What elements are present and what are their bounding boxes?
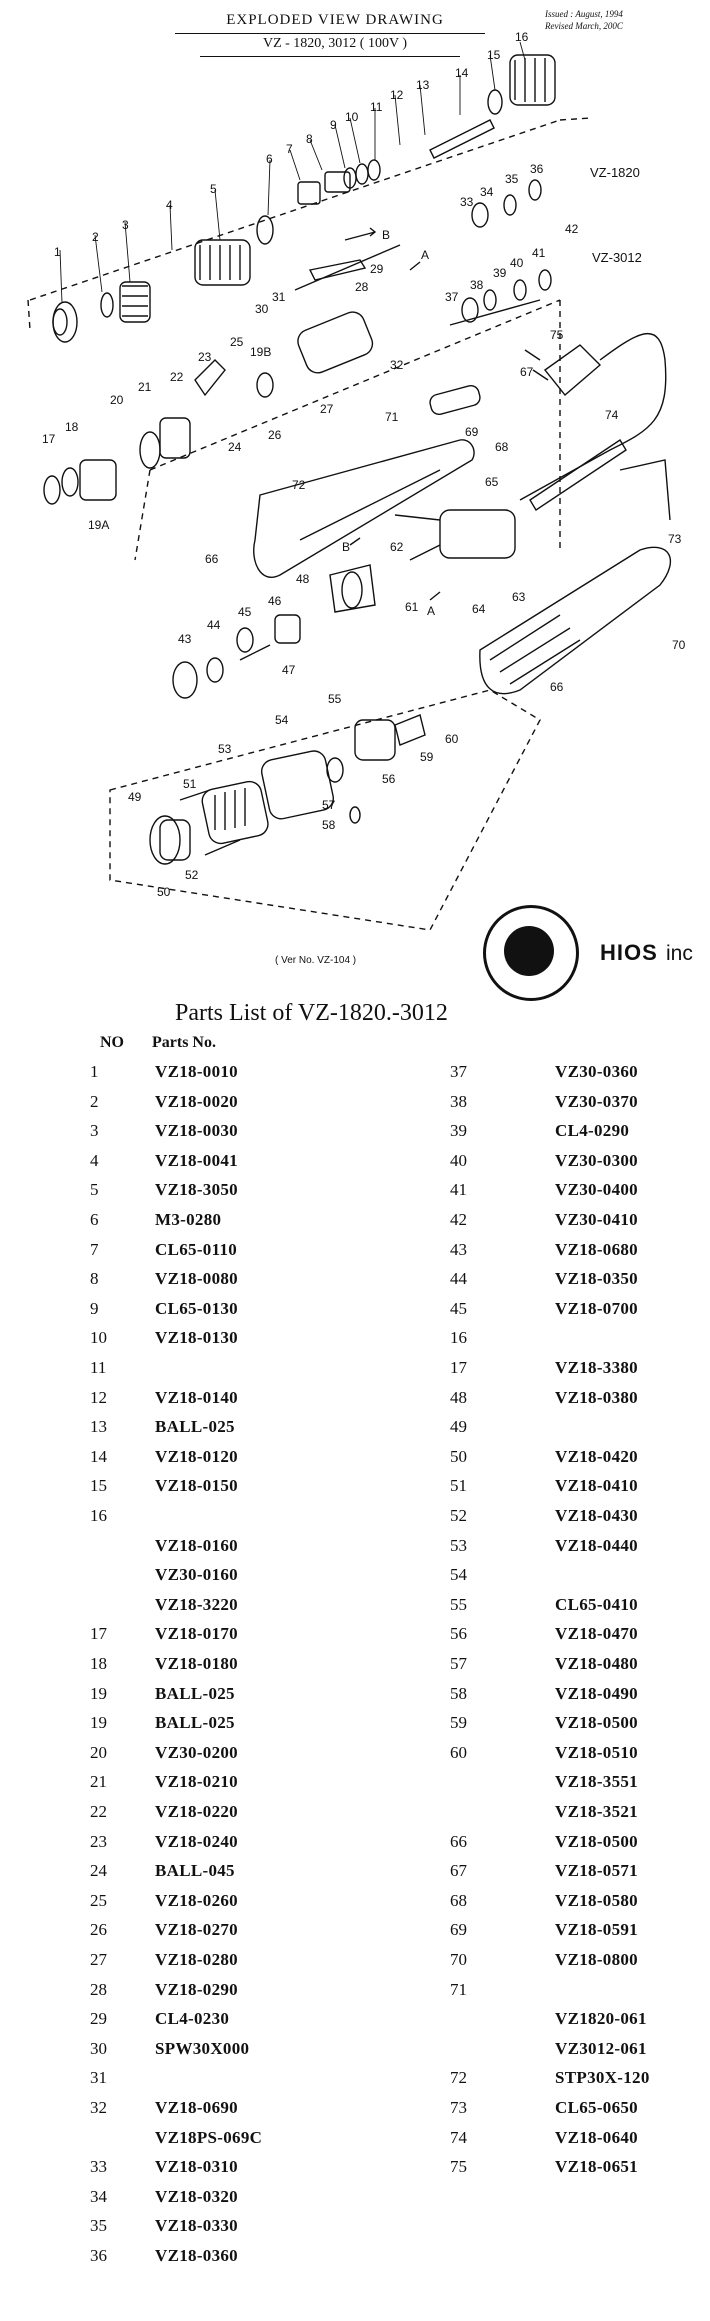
- part-number-index: 40: [450, 1150, 467, 1170]
- version-note: ( Ver No. VZ-104 ): [275, 955, 357, 966]
- callout-64: 64: [472, 602, 486, 616]
- part-code: VZ30-0410: [555, 1210, 638, 1229]
- callout-20: 20: [110, 393, 124, 407]
- part-code: VZ18-0320: [155, 2186, 238, 2206]
- part-number-index: 6: [90, 1210, 99, 1229]
- drawing-title: EXPLODED VIEW DRAWING: [226, 12, 444, 28]
- part-number-index: 23: [90, 1831, 107, 1851]
- callout-32: 32: [390, 358, 404, 372]
- part-number-index: 55: [450, 1594, 467, 1614]
- part-code: VZ18-3521: [555, 1802, 638, 1821]
- callout-54: 54: [275, 713, 289, 727]
- callout-3: 3: [122, 218, 129, 232]
- part-number-index: 57: [450, 1654, 467, 1673]
- part-number-index: 68: [450, 1890, 467, 1910]
- model-label-vz1820: VZ-1820: [590, 165, 640, 180]
- callout-28: 28: [355, 280, 369, 294]
- part-number-index: 50: [450, 1446, 467, 1466]
- issued-date: Issued : August, 1994: [545, 9, 623, 19]
- gear-case-parts: [44, 180, 551, 504]
- part-number-index: 49: [450, 1417, 467, 1437]
- part-number-index: 44: [450, 1269, 467, 1289]
- part-code: VZ1820-061: [555, 2009, 647, 2029]
- brand-suffix: inc: [666, 942, 693, 965]
- part-number-index: 21: [90, 1772, 107, 1792]
- revised-date: Revised March, 200C: [545, 21, 623, 31]
- part-number-index: 11: [90, 1358, 107, 1377]
- callout-b-upper: B: [382, 228, 391, 242]
- part-number-index: 38: [450, 1091, 467, 1111]
- part-code: VZ18-0160: [155, 1535, 238, 1555]
- callout-5: 5: [210, 182, 217, 196]
- part-code: SPW30X000: [155, 2038, 250, 2058]
- callout-69: 69: [465, 425, 479, 439]
- callout-67: 67: [520, 365, 534, 379]
- brand-logo: HIOS: [600, 940, 658, 965]
- part-code: CL65-0110: [155, 1239, 238, 1259]
- part-code: VZ18-3050: [155, 1180, 238, 1200]
- arrow-b-upper: [345, 228, 375, 240]
- part-code: VZ30-0400: [555, 1180, 638, 1200]
- company-seal: [483, 905, 579, 1001]
- part-number-index: 58: [450, 1683, 467, 1703]
- part-number-index: 26: [90, 1920, 107, 1940]
- part-number-index: 24: [90, 1861, 107, 1881]
- callout-31: 31: [272, 290, 286, 304]
- part-number-index: 66: [450, 1831, 467, 1851]
- part-code: VZ18-0220: [155, 1802, 238, 1821]
- callout-74: 74: [605, 408, 619, 422]
- callout-19b: 19B: [250, 345, 272, 359]
- part-code: VZ18-0500: [555, 1713, 638, 1733]
- part-number-index: 16: [450, 1328, 467, 1348]
- part-code: VZ18-3551: [555, 1772, 638, 1792]
- part-code: VZ18-0700: [555, 1298, 638, 1318]
- part-number-index: 48: [450, 1387, 467, 1407]
- callout-25: 25: [230, 335, 244, 349]
- callout-63: 63: [512, 590, 526, 604]
- callout-55: 55: [328, 692, 342, 706]
- part-code: VZ18-0041: [155, 1150, 238, 1170]
- exploded-view-drawing: [0, 0, 710, 990]
- callout-19a: 19A: [88, 518, 110, 532]
- part-number-index: 73: [450, 2098, 467, 2117]
- callout-66-a: 66: [205, 552, 219, 566]
- part-code: BALL-025: [155, 1417, 235, 1437]
- part-code: VZ18-0130: [155, 1328, 238, 1348]
- callout-13: 13: [416, 78, 430, 92]
- part-number-index: 4: [90, 1150, 99, 1170]
- callout-71: 71: [385, 410, 399, 424]
- part-number-index: 36: [90, 2246, 107, 2265]
- callout-60: 60: [445, 732, 459, 746]
- part-number-index: 54: [450, 1565, 467, 1585]
- part-code: VZ18-0800: [555, 1950, 638, 1969]
- callout-24: 24: [228, 440, 242, 454]
- part-code: VZ18-3380: [555, 1358, 638, 1377]
- gear-set-parts: [173, 615, 300, 698]
- part-code: BALL-025: [155, 1683, 235, 1703]
- callout-b-lower: B: [342, 540, 351, 554]
- callout-10: 10: [345, 110, 359, 124]
- callout-59: 59: [420, 750, 434, 764]
- part-code: VZ18-0430: [555, 1506, 638, 1525]
- callout-18: 18: [65, 420, 79, 434]
- arrow-b-lower: [350, 538, 360, 545]
- callout-29: 29: [370, 262, 384, 276]
- part-code: VZ18-0330: [155, 2216, 238, 2236]
- part-code: VZ18-0180: [155, 1654, 238, 1673]
- part-code: VZ18-0510: [555, 1742, 638, 1762]
- callout-8: 8: [306, 132, 313, 146]
- part-number-index: 5: [90, 1180, 99, 1200]
- model-label-vz3012: VZ-3012: [592, 250, 642, 265]
- part-code: CL4-0290: [555, 1121, 630, 1141]
- part-number-index: 75: [450, 2157, 467, 2177]
- part-number-index: 72: [450, 2068, 467, 2088]
- callout-a-upper: A: [421, 248, 430, 262]
- part-code: VZ18-0170: [155, 1624, 238, 1644]
- callout-58: 58: [322, 818, 336, 832]
- part-number-index: 16: [90, 1506, 107, 1525]
- housing-parts: [254, 384, 671, 694]
- callout-33: 33: [460, 195, 474, 209]
- parts-list-title: Parts List of VZ-1820.-3012: [175, 1000, 448, 1026]
- part-code: VZ18-0210: [155, 1772, 238, 1792]
- column-header-part: Parts No.: [152, 1034, 216, 1051]
- part-code: VZ18-0030: [155, 1121, 238, 1141]
- callout-46: 46: [268, 594, 282, 608]
- callout-45: 45: [238, 605, 252, 619]
- callout-43: 43: [178, 632, 192, 646]
- part-code: VZ18-3220: [155, 1594, 238, 1614]
- callout-27: 27: [320, 402, 334, 416]
- arrow-a-lower: [430, 592, 440, 600]
- part-number-index: 39: [450, 1121, 467, 1141]
- drawing-subtitle: VZ - 1820, 3012 ( 100V ): [262, 36, 407, 51]
- part-number-index: 17: [450, 1358, 467, 1377]
- part-code: VZ18-0350: [555, 1269, 638, 1289]
- part-code: VZ18-0150: [155, 1476, 238, 1496]
- part-code: VZ18-0420: [555, 1446, 638, 1466]
- part-number-index: 70: [450, 1950, 467, 1969]
- part-number-index: 41: [450, 1180, 467, 1200]
- part-number-index: 51: [450, 1476, 467, 1496]
- leader-lines: [60, 42, 525, 303]
- callout-22: 22: [170, 370, 184, 384]
- callout-38: 38: [470, 278, 484, 292]
- part-number-index: 28: [90, 1979, 107, 1999]
- part-number-index: 22: [90, 1802, 107, 1821]
- part-code: CL65-0410: [555, 1594, 638, 1614]
- callout-48: 48: [296, 572, 310, 586]
- gear-frame: [135, 300, 560, 560]
- callout-49: 49: [128, 790, 142, 804]
- part-code: VZ18-0490: [555, 1683, 638, 1703]
- part-code: VZ18-0270: [155, 1920, 238, 1940]
- part-code: CL4-0230: [155, 2009, 230, 2029]
- part-number-index: 67: [450, 1861, 467, 1881]
- part-code: VZ30-0360: [555, 1062, 638, 1081]
- part-number-index: 31: [90, 2068, 107, 2088]
- part-number-index: 53: [450, 1535, 467, 1555]
- part-code: VZ18-0410: [555, 1476, 638, 1496]
- part-number-index: 35: [90, 2216, 107, 2236]
- callout-70: 70: [672, 638, 686, 652]
- callout-66-b: 66: [550, 680, 564, 694]
- callout-30: 30: [255, 302, 269, 316]
- callout-21: 21: [138, 380, 152, 394]
- callout-17: 17: [42, 432, 56, 446]
- part-code: VZ18-0360: [155, 2246, 238, 2265]
- callout-51: 51: [183, 777, 197, 791]
- part-code: CL65-0650: [555, 2098, 638, 2117]
- callout-75: 75: [550, 328, 564, 342]
- part-code: VZ18-0280: [155, 1950, 238, 1969]
- callout-57: 57: [322, 798, 336, 812]
- part-number-index: 29: [90, 2009, 107, 2029]
- callout-68: 68: [495, 440, 509, 454]
- callout-1: 1: [54, 245, 61, 259]
- part-number-index: 19: [90, 1683, 107, 1703]
- part-code: VZ18-0470: [555, 1624, 638, 1644]
- callout-9: 9: [330, 118, 337, 132]
- part-number-index: 42: [450, 1210, 467, 1229]
- callout-42: 42: [565, 222, 579, 236]
- part-number-index: 33: [90, 2157, 107, 2177]
- part-code: VZ18-0080: [155, 1269, 238, 1289]
- part-number-index: 19: [90, 1713, 107, 1733]
- callout-47: 47: [282, 663, 296, 677]
- callout-34: 34: [480, 185, 494, 199]
- part-code: VZ18-0591: [555, 1920, 638, 1940]
- part-number-index: 27: [90, 1950, 107, 1969]
- part-code: VZ18-0120: [155, 1446, 238, 1466]
- callout-6: 6: [266, 152, 273, 166]
- part-number-index: 8: [90, 1269, 99, 1289]
- part-code: BALL-025: [155, 1713, 235, 1733]
- callout-35: 35: [505, 172, 519, 186]
- callout-a-lower: A: [427, 604, 436, 618]
- callout-62: 62: [390, 540, 404, 554]
- part-number-index: 32: [90, 2098, 107, 2117]
- part-number-index: 37: [450, 1062, 467, 1081]
- callout-26: 26: [268, 428, 282, 442]
- callout-14: 14: [455, 66, 469, 80]
- part-code: STP30X-120: [555, 2068, 650, 2088]
- parts-diagram: [0, 0, 710, 990]
- part-number-index: 45: [450, 1298, 467, 1318]
- part-number-index: 59: [450, 1713, 467, 1733]
- part-code: VZ18-0240: [155, 1831, 238, 1851]
- part-number-index: 3: [90, 1121, 99, 1141]
- part-number-index: 34: [90, 2186, 107, 2206]
- callout-61: 61: [405, 600, 419, 614]
- callout-41: 41: [532, 246, 546, 260]
- callout-40: 40: [510, 256, 524, 270]
- part-number-index: 1: [90, 1062, 99, 1081]
- callout-15: 15: [487, 48, 501, 62]
- part-number-index: 71: [450, 1979, 467, 1999]
- part-code: VZ18-0310: [155, 2157, 238, 2177]
- part-code: M3-0280: [155, 1210, 222, 1229]
- callout-72: 72: [292, 478, 306, 492]
- part-code: VZ18-0480: [555, 1654, 638, 1673]
- part-number-index: 17: [90, 1624, 107, 1644]
- callout-16: 16: [515, 30, 529, 44]
- part-code: VZ18-0690: [155, 2098, 238, 2117]
- part-code: VZ3012-061: [555, 2038, 647, 2058]
- part-number-index: 56: [450, 1624, 467, 1644]
- callout-44: 44: [207, 618, 221, 632]
- part-code: VZ18-0140: [155, 1387, 238, 1407]
- callout-37: 37: [445, 290, 459, 304]
- part-number-index: 2: [90, 1091, 99, 1111]
- part-code: CL65-0130: [155, 1298, 238, 1318]
- part-code: VZ18-0290: [155, 1979, 238, 1999]
- part-code: VZ18-0651: [555, 2157, 638, 2177]
- callout-73: 73: [668, 532, 682, 546]
- callout-39: 39: [493, 266, 507, 280]
- part-code: VZ18PS-069C: [155, 2127, 263, 2147]
- part-number-index: 9: [90, 1298, 99, 1318]
- part-number-index: 10: [90, 1328, 107, 1348]
- part-code: VZ18-0010: [155, 1062, 238, 1081]
- part-code: VZ18-0640: [555, 2127, 638, 2147]
- part-code: VZ18-0571: [555, 1861, 638, 1881]
- callout-23: 23: [198, 350, 212, 364]
- arrow-a-upper: [410, 262, 420, 270]
- callout-4: 4: [166, 198, 173, 212]
- callout-11: 11: [370, 100, 383, 114]
- part-code: VZ30-0370: [555, 1091, 638, 1111]
- part-code: VZ18-0500: [555, 1831, 638, 1851]
- part-number-index: 13: [90, 1417, 107, 1437]
- part-code: VZ30-0160: [155, 1565, 238, 1585]
- part-number-index: 60: [450, 1742, 467, 1762]
- part-number-index: 15: [90, 1476, 107, 1496]
- part-code: VZ18-0440: [555, 1535, 638, 1555]
- part-number-index: 69: [450, 1920, 467, 1940]
- part-number-index: 14: [90, 1446, 107, 1466]
- part-code: VZ18-0580: [555, 1890, 638, 1910]
- part-code: VZ30-0300: [555, 1150, 638, 1170]
- part-number-index: 7: [90, 1239, 99, 1259]
- callout-2: 2: [92, 230, 99, 244]
- callout-50: 50: [157, 885, 171, 899]
- part-number-index: 12: [90, 1387, 107, 1407]
- part-number-index: 20: [90, 1742, 107, 1762]
- part-number-index: 74: [450, 2127, 467, 2147]
- callout-53: 53: [218, 742, 232, 756]
- part-number-index: 30: [90, 2038, 107, 2058]
- part-code: VZ18-0680: [555, 1239, 638, 1259]
- callout-12: 12: [390, 88, 404, 102]
- part-number-index: 52: [450, 1506, 467, 1525]
- part-code: VZ18-0260: [155, 1890, 238, 1910]
- column-header-no: NO: [100, 1034, 124, 1051]
- part-code: VZ30-0200: [155, 1742, 238, 1762]
- callout-7: 7: [286, 142, 293, 156]
- callout-65: 65: [485, 475, 499, 489]
- part-code: VZ18-0380: [555, 1387, 638, 1407]
- callout-36: 36: [530, 162, 544, 176]
- part-code: VZ18-0020: [155, 1091, 238, 1111]
- part-number-index: 43: [450, 1239, 467, 1259]
- callout-56: 56: [382, 772, 396, 786]
- part-number-index: 18: [90, 1654, 107, 1673]
- part-code: BALL-045: [155, 1861, 235, 1881]
- cord-and-plug: [520, 334, 670, 520]
- callout-52: 52: [185, 868, 199, 882]
- part-number-index: 25: [90, 1890, 107, 1910]
